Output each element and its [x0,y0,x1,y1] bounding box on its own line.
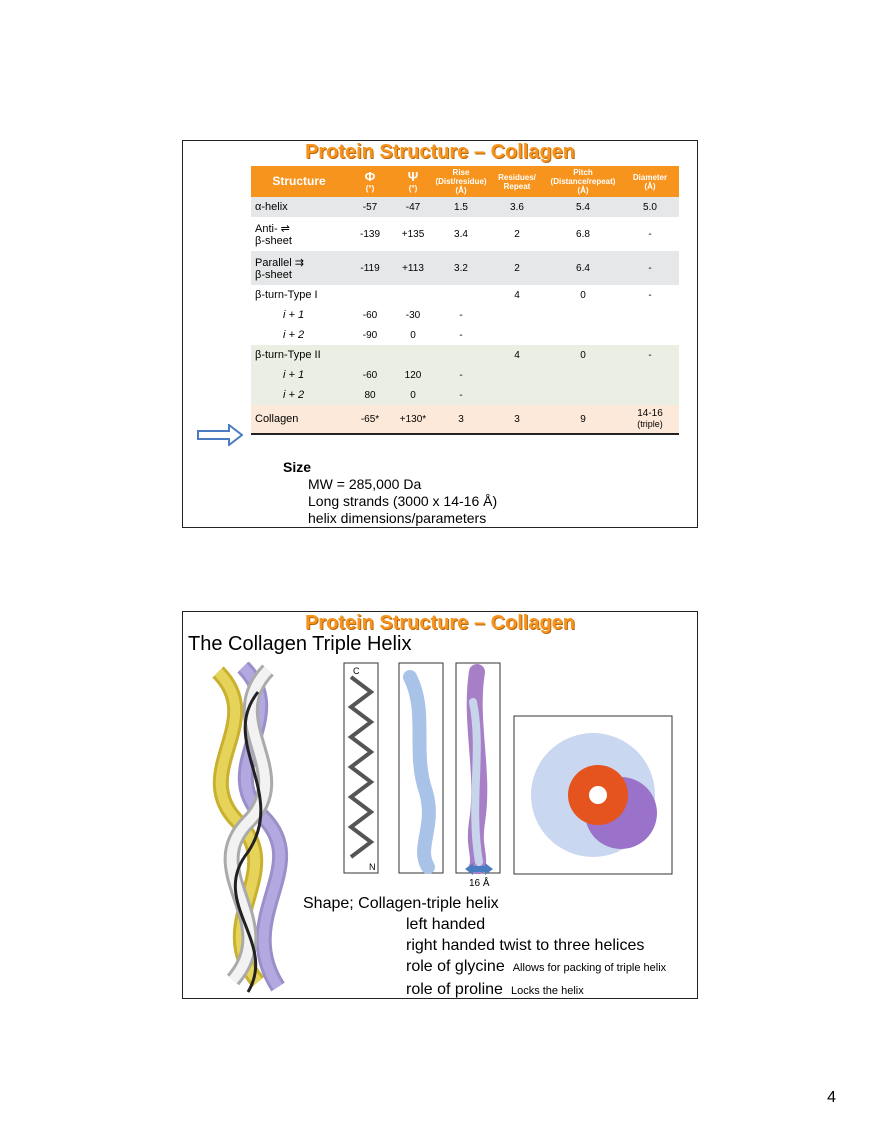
triple-chain-spacefill [455,662,501,874]
cell-diameter: - [648,228,652,240]
cell-psi: 120 [393,365,433,385]
table-row [251,305,679,325]
cross-section-spacefill [513,715,673,875]
row-name: Collagen [251,405,347,434]
table-row [251,217,679,251]
cell-phi: -119 [347,251,393,285]
size-line: Long strands (3000 x 14-16 Å) [308,493,498,509]
cell-pitch: 5.4 [545,197,621,217]
cell-pitch: 0 [580,289,586,301]
cell-residues: 4 [489,345,545,365]
table-row [251,345,679,365]
cell-rise: - [433,365,489,385]
row-name: α-helix [251,197,347,217]
cell-phi: -57 [347,197,393,217]
cell-phi: -60 [362,309,378,321]
header-diameter: Diameter (Å) [621,166,679,197]
cell-residues: 4 [514,289,520,301]
table-header-row [251,166,679,197]
table-row [251,365,679,385]
cell-rise: - [433,385,489,405]
slide-title: Protein Structure – Collagen [304,141,576,163]
cell-psi: 0 [410,329,416,341]
slide-collagen-table [182,140,698,528]
cell-phi: -90 [362,329,378,341]
shape-line: right handed twist to three helices [406,937,645,954]
size-section [283,459,497,527]
header-rise: Rise (Dist/residue) (Å) [433,166,489,197]
cell-residues: 2 [514,228,520,240]
table-row [251,385,679,405]
header-pitch: Pitch (Distance/repeat) (Å) [545,166,621,197]
cell-diameter: 5.0 [621,197,679,217]
cell-pitch: 0 [545,345,621,365]
shape-line: Shape; Collagen-triple helix [303,895,499,912]
shape-line: role of glycine Allows for packing of triple helix [406,958,667,975]
cell-psi: -30 [405,309,421,321]
shape-description [303,893,666,1002]
cell-rise: 3 [433,405,489,434]
row-name: i + 2 [251,385,347,405]
header-psi: Ψ (°) [393,166,433,197]
table-row [251,325,679,345]
cell-rise: 1.5 [433,197,489,217]
row-name: i + 1 [283,309,305,321]
cell-residues: 3.6 [489,197,545,217]
cell-diameter: - [621,345,679,365]
cell-residues: 2 [489,251,545,285]
page-number: 4 [827,1089,836,1106]
row-name: β-turn-Type II [251,345,347,365]
row-name: i + 2 [283,329,305,341]
width-double-arrow-icon [465,862,493,876]
cell-psi: -47 [393,197,433,217]
row-name: i + 1 [251,365,347,385]
slide-title: Protein Structure – Collagen [304,612,576,634]
cell-phi: 80 [347,385,393,405]
structure-parameters-table [251,166,679,435]
header-structure: Structure [251,166,347,197]
cell-residues: 3 [489,405,545,434]
header-residues: Residues/ Repeat [489,166,545,197]
row-name: β-turn-Type I [255,289,318,301]
cell-rise: - [459,309,463,321]
triple-helix-ribbon-illustration [198,662,308,998]
cell-pitch: 9 [545,405,621,434]
width-label: 16 Å [469,878,490,889]
cell-pitch: 6.8 [576,228,590,240]
row-name: Anti- ⇌ β-sheet [255,222,292,247]
cell-diameter: - [621,251,679,285]
cell-phi: -139 [359,228,380,240]
cell-psi: 0 [393,385,433,405]
cell-diameter: - [648,289,652,301]
size-line: MW = 285,000 Da [308,476,422,492]
slide-triple-helix [182,611,698,999]
cell-diameter: 14-16 (triple) [621,405,679,434]
cell-psi: +135 [401,228,425,240]
table-row [251,197,679,217]
c-terminus-label: C [353,666,360,676]
table-row [251,251,679,285]
shape-line: left handed [406,916,486,933]
cell-pitch: 6.4 [545,251,621,285]
cell-phi: -60 [347,365,393,385]
cell-phi: -65* [347,405,393,434]
row-name: Parallel ⇉ β-sheet [251,251,347,285]
cell-rise: - [459,329,463,341]
cell-rise: 3.4 [454,228,468,240]
shape-line: role of proline Locks the helix [406,981,584,998]
header-phi: Φ (°) [347,166,393,197]
n-terminus-label: N [369,862,376,872]
single-chain-spacefill [398,662,444,874]
cell-psi: +130* [393,405,433,434]
size-header: Size [283,459,312,475]
table-row-collagen [251,405,679,434]
slide-subtitle: The Collagen Triple Helix [188,633,412,655]
right-arrow-icon [197,424,243,446]
cell-rise: 3.2 [433,251,489,285]
table-row [251,285,679,305]
size-line: helix dimensions/parameters [308,510,487,526]
cell-psi: +113 [393,251,433,285]
backbone-strand-diagram [343,662,379,874]
